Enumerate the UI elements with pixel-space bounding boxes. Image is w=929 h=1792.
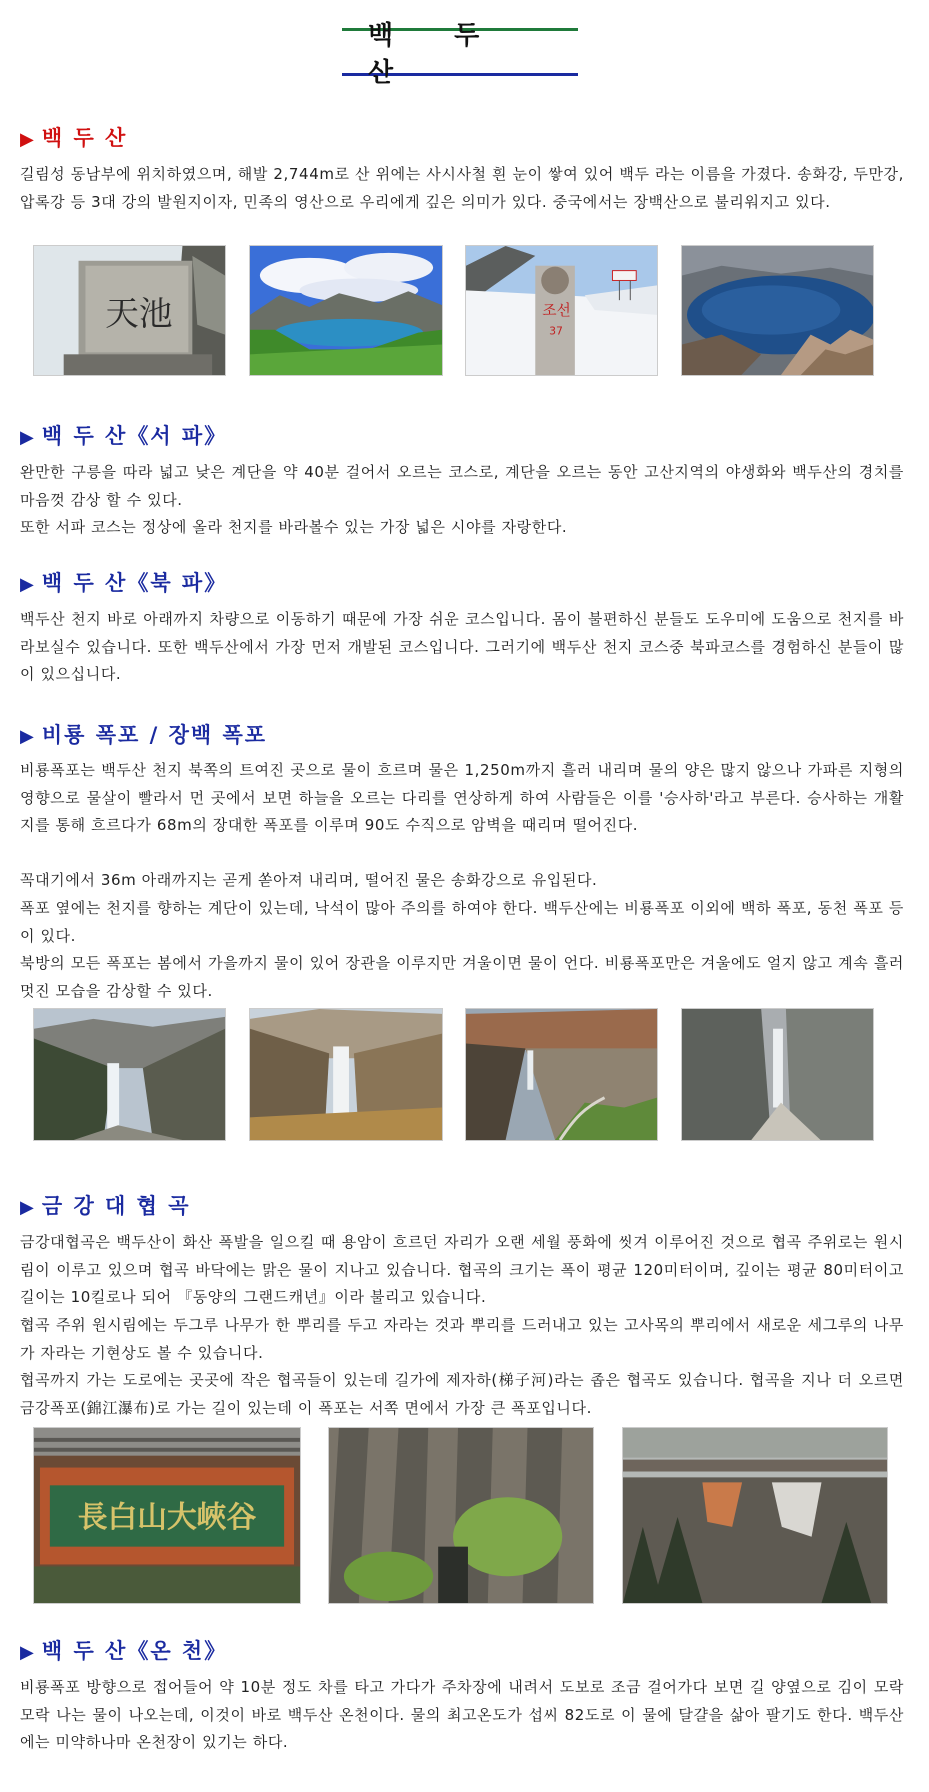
section-heading-label: 백 두 산《온 천》 (41, 1639, 228, 1663)
marker-label: 조선 (542, 301, 571, 319)
photo-canyon-cliffs (622, 1427, 888, 1604)
photo-canyon-sign (33, 1427, 301, 1604)
section-heading-baekdusan (20, 122, 127, 152)
section-paragraph: 완만한 구릉을 따라 넓고 낮은 계단을 약 40분 걸어서 오르는 코스로, 계단을 오르는 동안 고산지역의 야생화와 백두산의 경치를 마음껏 감상 할 수 있다. (20, 463, 904, 509)
arrow-icon: ▶ (20, 1642, 36, 1663)
section-paragraph: 비룡폭포는 백두산 천지 북쪽의 트여진 곳으로 물이 흐르며 물은 1,250m까지 흘러 내리며 물의 양은 많지 않으나 가파른 지형의 영향으로 물살이 빨라서 먼 곳에서 보면 하늘을 오르는 다리를 연상하게 하여 사람들은 이를 '승사하'라고 부른다. 승사하는 개활지를 통해 흐르다가 68m의 장대한 폭포를 이루며 90도 수직으로 암벽을 때리며 떨어진다. (20, 761, 904, 834)
section-paragraph: 금강대협곡은 백두산이 화산 폭발을 일으킬 때 용암이 흐르던 자리가 오랜 세월 풍화에 씻겨 이루어진 것으로 협곡 주위로는 원시림이 이루고 있으며 협곡 바닥에는 맑은 물이 지나고 있습니다. 협곡의 크기는 폭이 평균 120미터이며, 깊이는 평균 80미터이고 길이는 10킬로나 되어 『동양의 그랜드캐년』이라 불리고 있습니다. (20, 1233, 904, 1306)
arrow-icon: ▶ (20, 427, 36, 448)
stone-inscription: 天池 (105, 293, 173, 333)
photo-waterfall-3 (465, 1008, 658, 1141)
section-paragraph: 폭포 옆에는 천지를 향하는 계단이 있는데, 낙석이 많아 주의를 하여야 한다. 백두산에는 비룡폭포 이외에 백하 폭포, 동천 폭포 등이 있다. (20, 899, 904, 945)
page-title: 백 두 산 (342, 28, 578, 76)
section-heading-seopa (20, 420, 227, 450)
photo-waterfall-1 (33, 1008, 226, 1141)
arrow-icon: ▶ (20, 129, 36, 150)
arrow-icon: ▶ (20, 726, 36, 747)
section-heading-biryong (20, 719, 267, 749)
section-paragraph: 백두산 천지 바로 아래까지 차량으로 이동하기 때문에 가장 쉬운 코스입니다. 몸이 불편하신 분들도 도우미에 도움으로 천지를 바라보실수 있습니다. 또한 백두산에서 가장 먼저 개발된 코스입니다. 그러기에 백두산 천지 코스중 북파코스를 경험하신 분들이 많이 있으십니다. (20, 610, 904, 683)
photo-waterfall-4 (681, 1008, 874, 1141)
section-heading-label: 금 강 대 협 곡 (41, 1194, 191, 1218)
section-heading-label: 백 두 산《북 파》 (41, 571, 228, 595)
section-paragraph: 북방의 모든 폭포는 봄에서 가을까지 물이 있어 장관을 이루지만 겨울이면 물이 언다. 비룡폭포만은 겨울에도 얼지 않고 계속 흘러 멋진 모습을 감상할 수 있다. (20, 954, 904, 1000)
arrow-icon: ▶ (20, 574, 36, 595)
canyon-sign-text: 長白山大峽谷 (77, 1499, 257, 1535)
photo-cheonji-lake-blue (681, 245, 874, 376)
marker-number: 37 (549, 324, 563, 338)
section-paragraph: 꼭대기에서 36m 아래까지는 곧게 쏟아져 내리며, 떨어진 물은 송화강으로 유입된다. (20, 871, 598, 889)
section-heading-label: 백 두 산《서 파》 (41, 424, 228, 448)
section-paragraph: 비룡폭포 방향으로 접어들어 약 10분 정도 차를 타고 가다가 주차장에 내려서 도보로 조금 걸어가다 보면 길 양옆으로 김이 모락모락 나는 물이 나오는데, 이것이 바로 백두산 온천이다. 물의 최고온도가 섭씨 82도로 이 물에 달걀을 삶아 팔기도 한다. 백두산에는 미약하나마 온천장이 있기는 하다. (20, 1678, 904, 1751)
section-heading-bukpa (20, 567, 227, 597)
section-paragraph: 또한 서파 코스는 정상에 올라 천지를 바라볼수 있는 가장 넓은 시야를 자랑한다. (20, 518, 568, 536)
section-heading-oncheon (20, 1635, 227, 1665)
section-paragraph: 협곡 주위 원시림에는 두그루 나무가 한 뿌리를 두고 자라는 것과 뿌리를 드러내고 있는 고사목의 뿌리에서 새로운 세그루의 나무가 자라는 기현상도 볼 수 있습니다. (20, 1316, 904, 1362)
photo-waterfall-2 (249, 1008, 443, 1141)
photo-cheonji-lake-green (249, 245, 443, 376)
arrow-icon: ▶ (20, 1197, 36, 1218)
photo-border-marker (465, 245, 658, 376)
photo-canyon-forest (328, 1427, 594, 1604)
section-heading-geumgang (20, 1190, 191, 1220)
section-paragraph: 길림성 동남부에 위치하였으며, 해발 2,744m로 산 위에는 사시사철 흰 눈이 쌓여 있어 백두 라는 이름을 가졌다. 송화강, 두만강, 압록강 등 3대 강의 발원지이자, 민족의 영산으로 우리에게 깊은 의미가 있다. 중국에서는 장백산으로 불리워지고 있다. (20, 165, 904, 211)
section-paragraph: 협곡까지 가는 도로에는 곳곳에 작은 협곡들이 있는데 길가에 제자하(梯子河)라는 좁은 협곡도 있습니다. 협곡을 지나 더 오르면 금강폭포(錦江瀑布)로 가는 길이 있는데 이 폭포는 서쪽 면에서 가장 큰 폭포입니다. (20, 1371, 904, 1417)
section-heading-label: 비룡 폭포 / 장백 폭포 (41, 723, 268, 747)
section-heading-label: 백 두 산 (41, 126, 128, 150)
photo-cheonji-stone (33, 245, 226, 376)
